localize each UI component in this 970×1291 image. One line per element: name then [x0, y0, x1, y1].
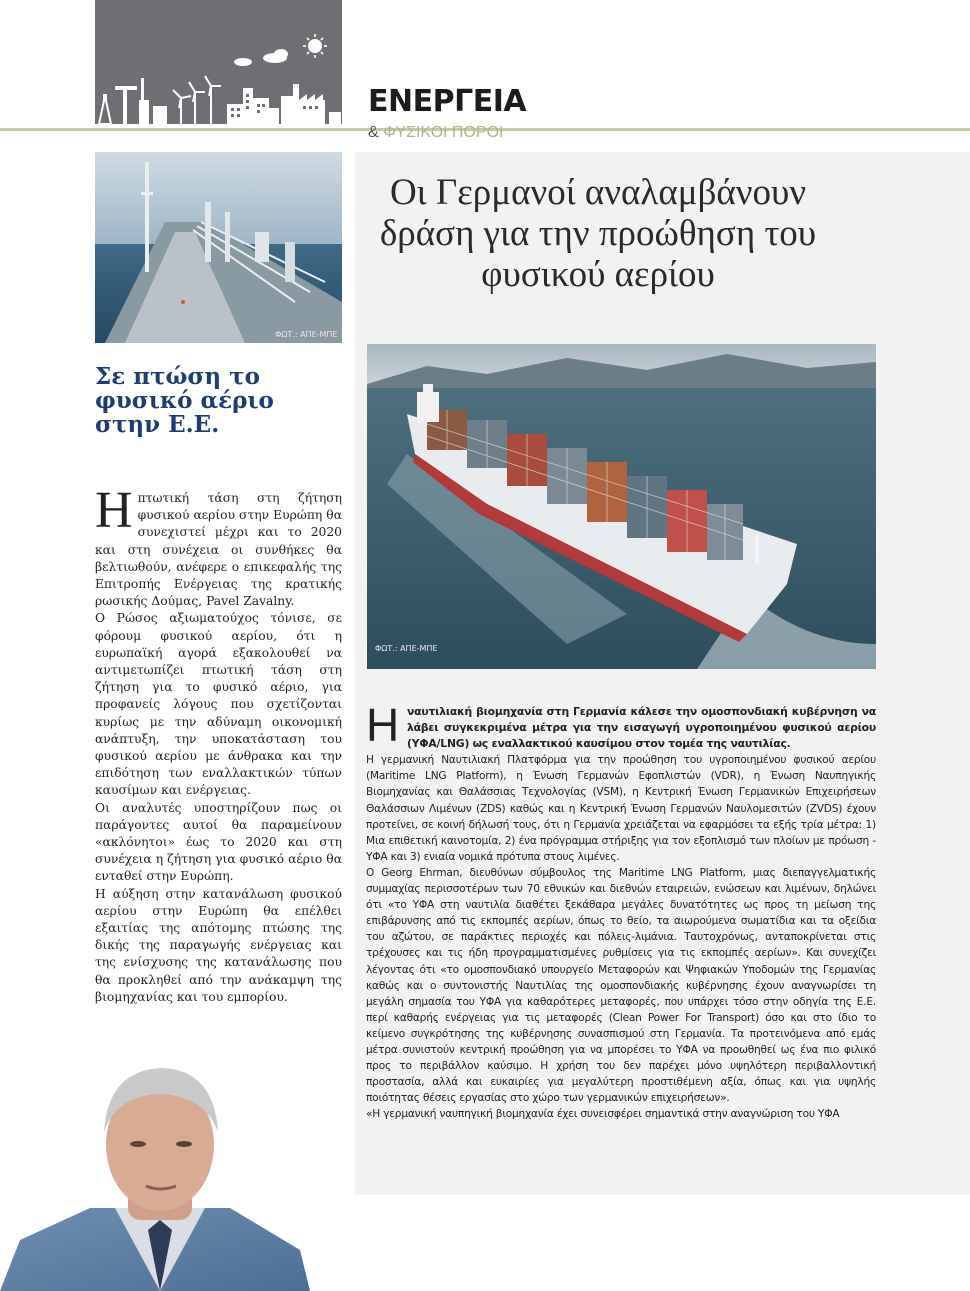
- photo-credit: ΦΩΤ.: ΑΠΕ-ΜΠΕ: [275, 330, 338, 339]
- main-lead-paragraph: [366, 699, 876, 752]
- container-ship-illustration: [367, 344, 876, 669]
- side-paragraph-1-text: πτωτική τάση στη ζήτηση φυσικού αερίου στην Ευρώπη θα συνεχιστεί μέχρι και το 2020 και στη συνέχεια οι συνθήκες θα βελτιωθούν, ανέφερε ο επικεφαλής της Επιτροπής Ενέργειας της κρατικής ρωσικής Δούμας, Pavel Zavalny.: [95, 491, 342, 609]
- main-headline: Οι Γερμανοί αναλαμβάνουν δράση για την προώθηση του φυσικού αερίου: [379, 172, 817, 295]
- side-paragraph-1: [95, 482, 342, 610]
- lng-tanker-photo: [95, 152, 342, 343]
- lng-tanker-illustration: [95, 152, 342, 343]
- section-subtitle-text: ΦΥΣΙΚΟΙ ΠΟΡΟΙ: [383, 124, 504, 141]
- main-paragraph-3: «Η γερμανική ναυπηγική βιομηχανία έχει συνεισφέρει σημαντικά στην αναγνώριση του ΥΦΑ: [366, 1108, 840, 1121]
- container-ship-photo: [367, 344, 876, 669]
- portrait-photo: [0, 1040, 310, 1291]
- side-paragraph-3: Οι αναλυτές υποστηρίζουν πως οι παράγοντες αυτοί θα παραμείνουν «ακλόνητοι» έως το 2020 και στη συνέχεια η ζήτηση για φυσικό αέριο θα ενταθεί στην Ευρώπη.: [95, 800, 342, 884]
- main-paragraph-1: Η γερμανική Ναυτιλιακή Πλατφόρμα για την προώθηση του υγροποιημένου φυσικού αερίου (Maritime LNG Platform), η Ένωση Γερμανών Εφοπλιστών (VDR), η Ένωση Ναυπηγικής Βιομηχανίας και Θαλάσσιας Τεχνολογίας (VSM), η Κεντρική Ένωση Γερμανικών Επιχειρήσεων Θαλάσσιων Λιμένων (ZDS) καθώς και η Κεντρική Ένωση Γερμανών Ναυλομεσιτών (ZVDS) έχουν προτείνει, σε κοινή δήλωσή τους, ότι η Γερμανία χρειάζεται να εφαρμόσει τα εξής τρία μέτρα: 1) Μια επιθετική καινοτομία, 2) ένα πρόγραμμα στήριξης για τον εξοπλισμό των πλοίων με πρόωση - ΥΦΑ και 3) ενιαία νομικά πρότυπα στους λιμένες.: [366, 754, 876, 863]
- section-subtitle-amp: &: [368, 124, 379, 141]
- side-paragraph-2: Ο Ρώσος αξιωματούχος τόνισε, σε φόρουμ φυσικού αερίου, ότι η ευρωπαϊκή αγορά εξακολουθεί να αντιμετωπίζει πτωτική τάση στη ζήτηση για το φυσικό αέριο, για προφανείς λόγους που σχετίζονται κυρίως με την αδύναμη οικονομική ανάπτυξη, την υποκατάσταση του φυσικού αερίου με άνθρακα και την επιδότηση των εναλλακτικών τύπων καυσίμων και ενέργειας.: [95, 611, 342, 798]
- dropcap: Η: [95, 482, 133, 539]
- side-article-body: [95, 482, 342, 1006]
- section-subtitle: [368, 124, 503, 142]
- energy-skyline-icon: [95, 0, 342, 128]
- main-lead-text: ναυτιλιακή βιομηχανία στη Γερμανία κάλεσε την ομοσπονδιακή κυβέρνηση να λάβει συγκεκριμένα μέτρα για την εισαγωγή υγροποιημένου φυσικού αερίου (ΥΦΑ/LNG) ως εναλλακτικού καυσίμου στον τομέα της ναυτιλίας.: [407, 705, 876, 751]
- section-title: ΕΝΕΡΓΕΙΑ: [368, 84, 527, 119]
- dropcap: Η: [366, 699, 400, 751]
- photo-credit: ΦΩΤ.: ΑΠΕ-ΜΠΕ: [375, 644, 438, 653]
- main-article-body: [366, 699, 876, 1122]
- main-paragraph-2: Ο Georg Ehrman, διευθύνων σύμβουλος της Maritime LNG Platform, μιας διεπαγγελματικής συμμαχίας περισσοτέρων των 70 εθνικών και διεθνών εταιρειών, ενώσεων και λιμένων, δηλώνει ότι «το ΥΦΑ στη ναυτιλία διαθέτει ξεκάθαρα μεγάλες δυνατότητες ως προς τη μείωση της επιβάρυνσης από τις εκπομπές αερίων, όπως το θείο, τα αιωρούμενα σωματίδια και τα οξείδια του αζώτου, σε παράκτιες περιοχές και πόλεις-λιμάνια. Ταυτοχρόνως, ανταποκρίνεται στις τρέχουσες και τις ήδη προγραμματισμένες ρυθμίσεις για τις εκπομπές αερίων». Και συνεχίζει λέγοντας ότι «το ομοσπονδιακό υπουργείο Μεταφορών και Ψηφιακών Υποδομών της Γερμανίας καθώς και ο συντονιστής Ναυτιλίας της ομοσπονδιακής κυβέρνησης έχουν αναγνωρίσει τη μεγάλη σημασία του ΥΦΑ για καθαρότερες μεταφορές, που υπάρχει τόσο στην οδηγία της Ε.Ε. περί καθαρής ενέργειας για τις μεταφορές (Clean Power For Transport) όσο και στο ίδιο το κείμενο συγκρότησης της κυβέρνησης συνασπισμού στη Γερμανία. Τα προτεινόμενα από εμάς μέτρα συνιστούν κεντρική προώθηση για να μπορέσει το ΥΦΑ να προωθηθεί ως ένα πιο φιλικό προς το περιβάλλον καύσιμο. Η χρήση του δεν παρέχει μόνο υψηλότερη περιβαλλοντική προστασία, αλλά και ευκαιρίες για μεγαλύτερη προστιθέμενη αξία, όπως και για υψηλής ποιότητας θέσεις εργασίας στο χώρο των γερμανικών επιχειρήσεων».: [366, 866, 876, 1105]
- side-headline: Σε πτώση το φυσικό αέριο στην Ε.Ε.: [95, 363, 274, 438]
- side-paragraph-4: Η αύξηση στην κατανάλωση φυσικού αερίου στην Ευρώπη θα επέλθει εξαιτίας της απότομης πτώσης της δικής της παραγωγής ενέργειας και της ενίσχυσης της κατανάλωσης που θα προκληθεί από την ανάκαμψη της βιομηχανίας και του εμπορίου.: [95, 886, 342, 1004]
- section-header-graphic: [95, 0, 342, 128]
- portrait-illustration: [0, 1040, 310, 1291]
